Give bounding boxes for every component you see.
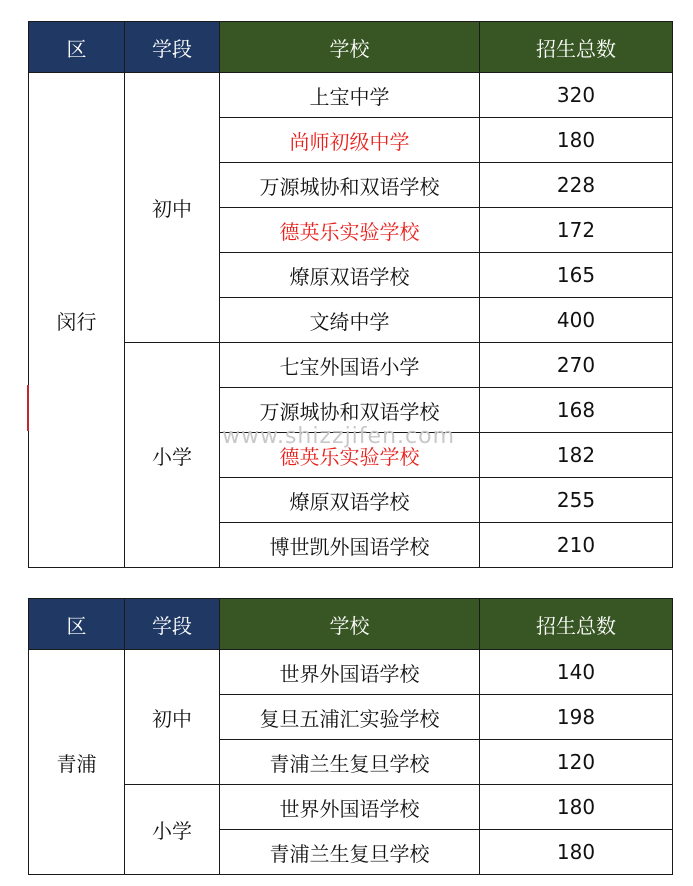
school-cell: 文绮中学 (220, 298, 480, 343)
school-cell: 万源城协和双语学校 (220, 388, 480, 433)
count-cell: 198 (480, 695, 673, 740)
red-edge-mark (27, 385, 29, 431)
school-cell: 复旦五浦汇实验学校 (220, 695, 480, 740)
school-cell: 燎原双语学校 (220, 253, 480, 298)
header-row (29, 22, 673, 73)
header-row (29, 599, 673, 650)
table-row (29, 343, 673, 388)
count-cell: 228 (480, 163, 673, 208)
school-cell: 世界外国语学校 (220, 785, 480, 830)
stage-cell: 小学 (125, 785, 220, 875)
district-cell: 青浦 (29, 650, 125, 875)
count-cell: 165 (480, 253, 673, 298)
school-cell: 万源城协和双语学校 (220, 163, 480, 208)
stage-cell: 初中 (125, 73, 220, 343)
school-cell-highlighted: 德英乐实验学校 (220, 433, 480, 478)
count-cell: 182 (480, 433, 673, 478)
count-cell: 180 (480, 830, 673, 875)
count-cell: 168 (480, 388, 673, 433)
count-cell: 270 (480, 343, 673, 388)
school-cell-highlighted: 德英乐实验学校 (220, 208, 480, 253)
count-cell: 180 (480, 118, 673, 163)
enrollment-table-qingpu (28, 598, 673, 875)
school-cell: 世界外国语学校 (220, 650, 480, 695)
stage-cell: 初中 (125, 650, 220, 785)
count-cell: 400 (480, 298, 673, 343)
table-row (29, 785, 673, 830)
header-district: 区 (29, 22, 125, 73)
count-cell: 140 (480, 650, 673, 695)
stage-cell: 小学 (125, 343, 220, 568)
header-stage: 学段 (125, 599, 220, 650)
table-row (29, 650, 673, 695)
count-cell: 180 (480, 785, 673, 830)
header-school: 学校 (220, 22, 480, 73)
count-cell: 172 (480, 208, 673, 253)
header-district: 区 (29, 599, 125, 650)
school-cell-highlighted: 尚师初级中学 (220, 118, 480, 163)
count-cell: 320 (480, 73, 673, 118)
count-cell: 120 (480, 740, 673, 785)
header-total: 招生总数 (480, 22, 673, 73)
count-cell: 255 (480, 478, 673, 523)
district-cell: 闵行 (29, 73, 125, 568)
school-cell: 上宝中学 (220, 73, 480, 118)
header-school: 学校 (220, 599, 480, 650)
header-stage: 学段 (125, 22, 220, 73)
count-cell: 210 (480, 523, 673, 568)
school-cell: 博世凯外国语学校 (220, 523, 480, 568)
school-cell: 青浦兰生复旦学校 (220, 830, 480, 875)
table-row (29, 73, 673, 118)
enrollment-table-minhang (28, 21, 673, 568)
header-total: 招生总数 (480, 599, 673, 650)
school-cell: 青浦兰生复旦学校 (220, 740, 480, 785)
school-cell: 燎原双语学校 (220, 478, 480, 523)
watermark: www.shizzjifen.com (222, 424, 455, 449)
school-cell: 七宝外国语小学 (220, 343, 480, 388)
